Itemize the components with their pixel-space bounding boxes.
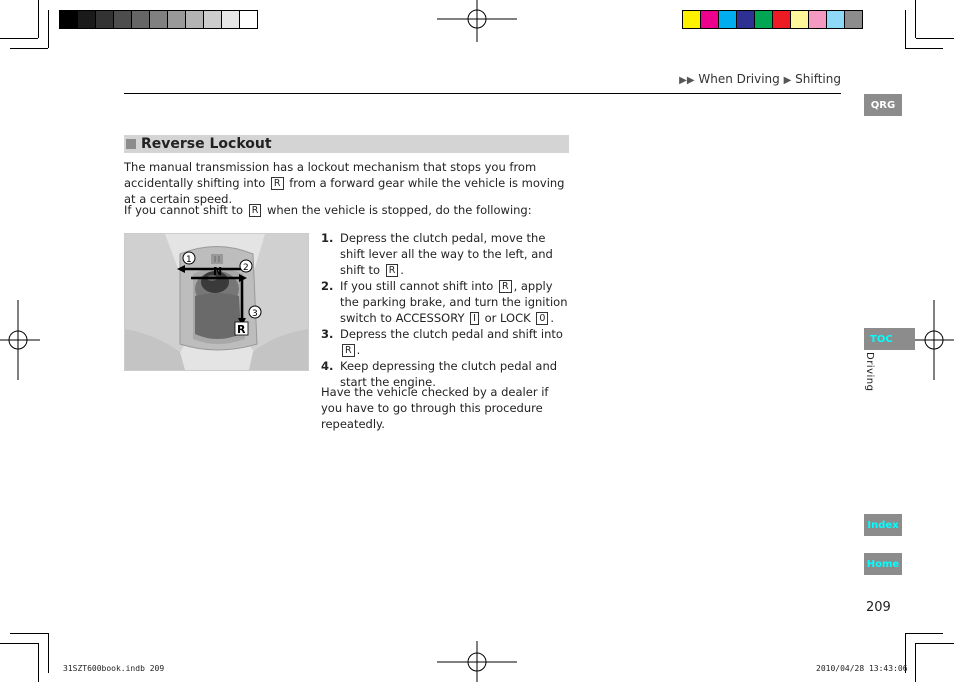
neutral-label: N xyxy=(213,265,223,278)
registration-mark-left xyxy=(0,300,40,380)
intro-text: from a forward gear while the vehicle is moving at a certain speed. xyxy=(124,176,565,206)
crop-mark xyxy=(916,643,954,644)
step-text-part: . xyxy=(550,311,555,325)
color-swatch xyxy=(78,11,96,28)
crop-mark xyxy=(0,38,38,39)
instruction-text: If you cannot shift to xyxy=(124,203,244,217)
reverse-label: R xyxy=(237,323,246,336)
toc-button[interactable]: TOC xyxy=(864,328,915,350)
index-button[interactable]: Index xyxy=(864,514,902,536)
instruction-text: when the vehicle is stopped, do the following: xyxy=(266,203,532,217)
color-swatch xyxy=(719,11,737,28)
intro-text: The manual transmission has a lockout mechanism that stops you from accidentally shifting into xyxy=(124,160,537,190)
breadcrumb xyxy=(679,72,841,86)
color-swatch xyxy=(683,11,701,28)
breadcrumb-shifting[interactable]: Shifting xyxy=(795,72,841,86)
step-text xyxy=(340,278,573,326)
step-text: Keep depressing the clutch pedal and start the engine. xyxy=(340,359,558,389)
crop-mark xyxy=(38,0,39,38)
step-item xyxy=(321,326,573,358)
double-arrow-icon: ▶▶ xyxy=(679,75,695,86)
section-title: Reverse Lockout xyxy=(141,136,272,152)
color-swatch xyxy=(240,11,257,28)
color-swatch xyxy=(186,11,204,28)
crop-mark xyxy=(10,633,48,634)
step-text-part: . xyxy=(400,263,404,277)
color-swatch xyxy=(827,11,845,28)
color-swatch xyxy=(791,11,809,28)
step-text-part: Depress the clutch pedal, move the shift lever all the way to the left, and shift to xyxy=(340,231,553,277)
header-rule xyxy=(124,93,841,94)
gear-key-label: R xyxy=(342,344,355,357)
crop-mark xyxy=(905,633,943,634)
registration-mark-right xyxy=(914,300,954,380)
crop-mark xyxy=(915,0,916,38)
breadcrumb-when-driving[interactable]: When Driving xyxy=(698,72,780,86)
step-text-part: , apply the parking brake, and turn the ignition switch to ACCESSORY xyxy=(340,279,568,325)
color-swatch xyxy=(755,11,773,28)
step-item xyxy=(321,278,573,326)
step-text-part: . xyxy=(356,343,361,357)
process-color-bar xyxy=(682,10,863,29)
step-number: 4. xyxy=(321,359,334,373)
callout-1: 1 xyxy=(186,255,192,265)
crop-mark xyxy=(905,10,906,48)
home-button[interactable]: Home xyxy=(864,553,902,575)
step-number: 1. xyxy=(321,231,334,245)
step-text-part: Depress the clutch pedal and shift into xyxy=(340,327,563,341)
shift-lever-illustration xyxy=(124,233,309,371)
color-swatch xyxy=(845,11,862,28)
color-swatch xyxy=(737,11,755,28)
chapter-label: Driving xyxy=(864,352,875,392)
color-swatch xyxy=(114,11,132,28)
color-swatch xyxy=(96,11,114,28)
crop-mark xyxy=(905,48,943,49)
crop-mark xyxy=(10,48,48,49)
square-bullet-icon xyxy=(126,139,136,149)
gear-key-label: R xyxy=(386,264,399,277)
color-swatch xyxy=(150,11,168,28)
qrg-button[interactable]: QRG xyxy=(864,94,902,116)
color-swatch xyxy=(701,11,719,28)
registration-mark-bottom xyxy=(437,641,517,682)
color-swatch xyxy=(222,11,240,28)
page-number: 209 xyxy=(866,600,891,615)
crop-mark xyxy=(0,643,38,644)
step-text-part: If you still cannot shift into xyxy=(340,279,494,293)
step-text xyxy=(340,326,573,358)
arrow-icon: ▶ xyxy=(783,75,792,86)
crop-mark xyxy=(916,38,954,39)
step-number: 2. xyxy=(321,279,334,293)
callout-3: 3 xyxy=(252,309,258,319)
color-swatch xyxy=(132,11,150,28)
callout-2: 2 xyxy=(243,263,249,273)
gear-key-label: R xyxy=(249,204,262,217)
color-swatch xyxy=(773,11,791,28)
step-text-part: or LOCK xyxy=(484,311,531,325)
color-swatch xyxy=(809,11,827,28)
instruction-paragraph xyxy=(124,202,574,218)
crop-mark xyxy=(48,633,49,673)
registration-mark-top xyxy=(437,0,517,42)
color-swatch xyxy=(60,11,78,28)
procedure-steps xyxy=(321,230,573,390)
section-heading xyxy=(124,135,569,153)
footer-timestamp: 2010/04/28 13:43:06 xyxy=(816,664,908,673)
ignition-key-label: I xyxy=(470,312,479,325)
footer-file-info: 31SZT600book.indb 209 xyxy=(63,664,165,673)
intro-paragraph xyxy=(124,159,574,207)
step-item xyxy=(321,230,573,278)
dealer-note: Have the vehicle checked by a dealer if you have to go through this procedure repeatedly. xyxy=(321,385,549,431)
color-swatch xyxy=(204,11,222,28)
ignition-key-label: 0 xyxy=(536,312,548,325)
gear-key-label: R xyxy=(271,177,284,190)
crop-mark xyxy=(48,10,49,48)
crop-mark xyxy=(38,643,39,682)
grayscale-color-bar xyxy=(59,10,258,29)
gear-key-label: R xyxy=(499,280,512,293)
step-text xyxy=(340,230,573,278)
color-swatch xyxy=(168,11,186,28)
crop-mark xyxy=(915,643,916,682)
step-number: 3. xyxy=(321,327,334,341)
